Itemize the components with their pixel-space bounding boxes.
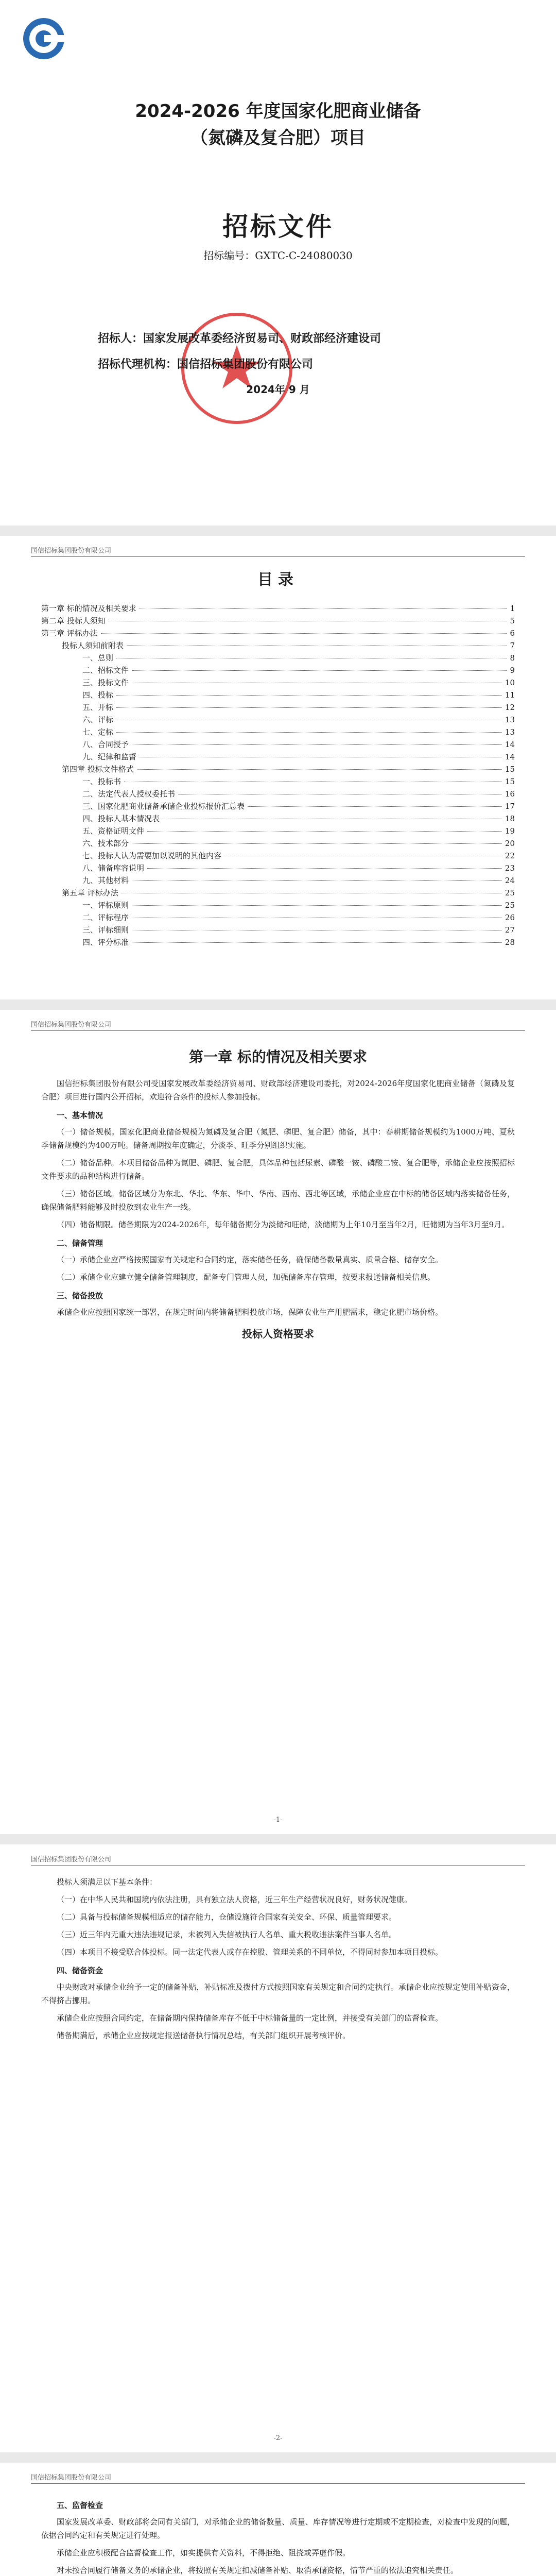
paragraph: （一）储备规模。国家化肥商业储备规模为氮磷及复合肥（氮肥、磷肥、复合肥）储备，其中：春耕期储备规模约为1000万吨、夏秋季储备规模约为400万吨。储备周期按年度确定，分淡季、旺季分别组织实施。 [41,1127,515,1150]
toc-leader-dots [147,868,502,869]
paragraph: （一）在中华人民共和国境内依法注册，具有独立法人资格，近三年生产经营状况良好，财务状况健康。 [57,1895,412,1904]
toc-item[interactable] [41,875,515,887]
toc-item[interactable] [41,776,515,788]
paragraph: （四）本项目不接受联合体投标。同一法定代表人或存在控股、管理关系的不同单位，不得同时参加本项目投标。 [57,1947,443,1957]
toc-item[interactable] [41,652,515,665]
toc-item-text: 第一章 标的情况及相关要求 [41,604,136,613]
toc-item-page: 17 [505,802,515,811]
toc-item-page: 6 [510,629,515,638]
chapter1-page [0,1010,556,1834]
toc-item-page: 20 [505,839,515,848]
section-heading: 四、储备资金 [57,1966,103,1975]
paragraph: 投标人须满足以下基本条件： [57,1877,158,1887]
toc-item-text: 六、评标 [82,715,114,724]
toc-item-page: 25 [505,888,515,897]
paragraph: （二）具备与投标储备规模相适应的储存能力，仓储设施符合国家有关安全、环保、质量管理要求。 [57,1912,397,1922]
paragraph: 国家发展改革委、财政部将会同有关部门，对承储企业的储备数量、质量、库存情况等进行定期或不定期检查，对检查中发现的问题，依据合同约定和有关规定进行处理。 [41,2517,515,2540]
toc-item-text: 四、投标人基本情况表 [82,814,160,823]
toc-item-text: 第三章 评标办法 [41,629,98,638]
toc-item-page: 16 [505,789,515,799]
toc-item[interactable] [41,838,515,850]
cover-title [41,98,515,151]
toc-item-text: 第四章 投标文件格式 [62,765,134,774]
toc-leader-dots [132,905,502,906]
toc-item[interactable] [41,603,515,615]
toc-item-text: 第五章 评标办法 [62,888,118,897]
toc-item[interactable] [41,714,515,726]
toc-item-text: 三、评标细则 [82,925,129,935]
toc-item-text: 四、投标 [82,690,114,700]
toc-item[interactable] [41,887,515,900]
text-page-2 [0,1844,556,2452]
cover-date: 2024年 9 月 [246,383,310,396]
paragraph: 承储企业应按照国家统一部署，在规定时间内将储备肥料投放市场，保障农业生产用肥需求，稳定化肥市场价格。 [57,1308,443,1317]
text-page-3 [0,2463,556,2576]
section-heading: 二、储备管理 [57,1239,103,1248]
toc-item-page: 13 [505,715,515,724]
toc-item-page: 26 [505,913,515,922]
toc-item-page: 5 [510,616,515,625]
toc-item[interactable] [41,825,515,838]
toc-item-text: 二、法定代表人授权委托书 [82,789,176,799]
paragraph: 承储企业应按照合同约定，在储备期内保持储备库存不低于中标储备量的一定比例，并接受有关部门的监督检查。 [57,2013,443,2023]
toc-item-text: 七、投标人认为需要加以说明的其他内容 [82,851,222,860]
paragraph: （二）储备品种。本项目储备品种为氮肥、磷肥、复合肥，具体品种包括尿素、磷酸一铵、磷酸二铵、复合肥等，承储企业应按照招标文件要求的品种结构进行储备。 [41,1158,515,1181]
toc-item[interactable] [41,850,515,862]
toc-page [0,536,556,999]
paragraph: 对未按合同履行储备义务的承储企业，将按照有关规定扣减储备补贴、取消承储资格，情节严重的依法追究相关责任。 [57,2566,459,2575]
toc-item-page: 8 [510,653,515,663]
toc-item-text: 投标人须知前附表 [62,641,124,650]
page-header: 国信招标集团股份有限公司 [31,2472,525,2484]
toc-item-text: 九、其他材料 [82,876,129,885]
text2-body [41,1875,515,2046]
toc-item[interactable] [41,702,515,714]
toc-item-text: 六、技术部分 [82,839,129,848]
toc-item-page: 25 [505,901,515,910]
toc-leader-dots [116,732,502,733]
toc-item[interactable] [41,665,515,677]
toc-item-text: 三、国家化肥商业储备承储企业投标报价汇总表 [82,802,245,811]
page-number: -1- [273,1816,283,1824]
toc-item[interactable] [41,900,515,912]
toc-item-page: 18 [505,814,515,823]
paragraph: （二）承储企业应建立健全储备管理制度，配备专门管理人员，加强储备库存管理，按要求报送储备相关信息。 [57,1273,436,1282]
toc-item-page: 12 [505,703,515,712]
tenderer: 招标人：国家发展改革委经济贸易司、财政部经济建设司 [98,332,381,345]
toc-item-page: 23 [505,863,515,873]
toc-item-page: 15 [505,777,515,786]
toc-item[interactable] [41,862,515,875]
toc-leader-dots [116,695,502,696]
toc-item-text: 九、纪律和监督 [82,752,137,761]
toc-item[interactable] [41,726,515,739]
section-title: 投标人资格要求 [242,1328,314,1340]
toc-item[interactable] [41,739,515,751]
toc-item-page: 14 [505,752,515,761]
toc-item[interactable] [41,628,515,640]
section-heading: 三、储备投放 [57,1291,103,1300]
toc-item-text: 五、资格证明文件 [82,826,145,836]
toc-leader-dots [132,880,502,881]
toc-item[interactable] [41,764,515,776]
toc-leader-dots [132,942,502,943]
paragraph: 中央财政对承储企业给予一定的储备补贴，补贴标准及拨付方式按照国家有关规定和合同约定执行。承储企业应按规定使用补贴资金，不得挤占挪用。 [41,1982,515,2005]
document-type: 招标文件 [222,212,334,242]
toc-leader-dots [147,831,502,832]
section-heading: 五、监督检查 [57,2501,103,2510]
toc-item-text: 一、评标原则 [82,901,129,910]
tender-number: 招标编号：GXTC-C-24080030 [203,249,353,262]
paragraph: （一）承储企业应严格按照国家有关规定和合同约定，落实储备任务，确保储备数量真实、质量合格、储存安全。 [57,1255,443,1264]
paragraph: （三）储备区域。储备区域分为东北、华北、华东、华中、华南、西南、西北等区域，承储企业应在中标的储备区域内落实储备任务，确保储备肥料能够及时投放到农业生产一线。 [41,1189,515,1212]
toc-item-text: 一、投标书 [82,777,121,786]
toc-item[interactable] [41,912,515,924]
toc-item-page: 10 [505,678,515,687]
toc-item-page: 1 [510,604,515,613]
page-number: -2- [273,2434,283,2442]
toc-item-text: 五、开标 [82,703,114,712]
toc-list [41,603,515,949]
toc-leader-dots [137,769,502,770]
toc-item-page: 27 [505,925,515,935]
toc-leader-dots [132,744,502,745]
toc-item[interactable] [41,640,515,652]
intro-paragraph: 国信招标集团股份有限公司受国家发展改革委经济贸易司、财政部经济建设司委托，对2024-2026年度国家化肥商业储备（氮磷及复合肥）项目进行国内公开招标，欢迎符合条件的投标人参加投标。 [41,1079,515,1101]
toc-item[interactable] [41,677,515,689]
paragraph: 储备期满后，承储企业应按规定报送储备执行情况总结，有关部门组织开展考核评价。 [57,2031,351,2040]
toc-title: 目录 [257,571,299,589]
toc-item-page: 13 [505,727,515,737]
text3-body [41,2494,515,2576]
toc-leader-dots [132,843,502,844]
cover-title-line2: （氮磷及复合肥）项目 [190,128,366,148]
paragraph: 承储企业应积极配合监督检查工作，如实提供有关资料，不得拒绝、阻挠或弄虚作假。 [57,2548,351,2557]
toc-item-page: 7 [510,641,515,650]
toc-item-page: 15 [505,765,515,774]
toc-item-text: 八、储备库容说明 [82,863,145,873]
toc-item[interactable] [41,924,515,937]
toc-item[interactable] [41,788,515,801]
toc-item-text: 第二章 投标人须知 [41,616,106,625]
toc-item[interactable] [41,689,515,702]
toc-leader-dots [116,707,502,708]
toc-item-page: 22 [505,851,515,860]
company-logo-icon [21,15,67,62]
toc-item[interactable] [41,801,515,813]
toc-leader-dots [248,806,502,807]
toc-item[interactable] [41,937,515,949]
toc-item-page: 28 [505,938,515,947]
cover-page [0,0,556,526]
toc-item-text: 二、招标文件 [82,666,129,675]
cover-title-line1: 2024-2026 年度国家化肥商业储备 [135,101,421,122]
page-header: 国信招标集团股份有限公司 [31,1854,525,1866]
section-heading: 一、基本情况 [57,1111,103,1120]
tender-agency: 招标代理机构：国信招标集团股份有限公司 [98,358,314,371]
paragraph: （四）储备期限。储备期限为2024-2026年，每年储备期分为淡储和旺储，淡储期为上年10月至当年2月，旺储期为当年3月至9月。 [57,1220,510,1229]
toc-item-text: 八、合同授予 [82,740,129,749]
toc-item-text: 三、投标文件 [82,678,129,687]
toc-item-page: 11 [505,690,515,700]
toc-item[interactable] [41,615,515,628]
toc-item-text: 四、评分标准 [82,938,129,947]
toc-item[interactable] [41,813,515,825]
paragraph: （三）近三年内无重大违法违规记录，未被列入失信被执行人名单、重大税收违法案件当事人名单。 [57,1930,397,1939]
page-header: 国信招标集团股份有限公司 [31,1019,525,1031]
toc-item-text: 七、定标 [82,727,114,737]
toc-item-page: 19 [505,826,515,836]
toc-item-page: 9 [510,666,515,675]
toc-leader-dots [132,670,507,671]
toc-item[interactable] [41,751,515,764]
toc-leader-dots [140,608,507,609]
toc-item-page: 24 [505,876,515,885]
page-header: 国信招标集团股份有限公司 [31,545,525,557]
toc-item-text: 二、评标程序 [82,913,129,922]
chapter1-body [41,1077,515,1349]
chapter-title: 第一章 标的情况及相关要求 [189,1048,367,1065]
toc-leader-dots [101,633,507,634]
toc-item-text: 一、总则 [82,653,114,663]
toc-item-page: 14 [505,740,515,749]
